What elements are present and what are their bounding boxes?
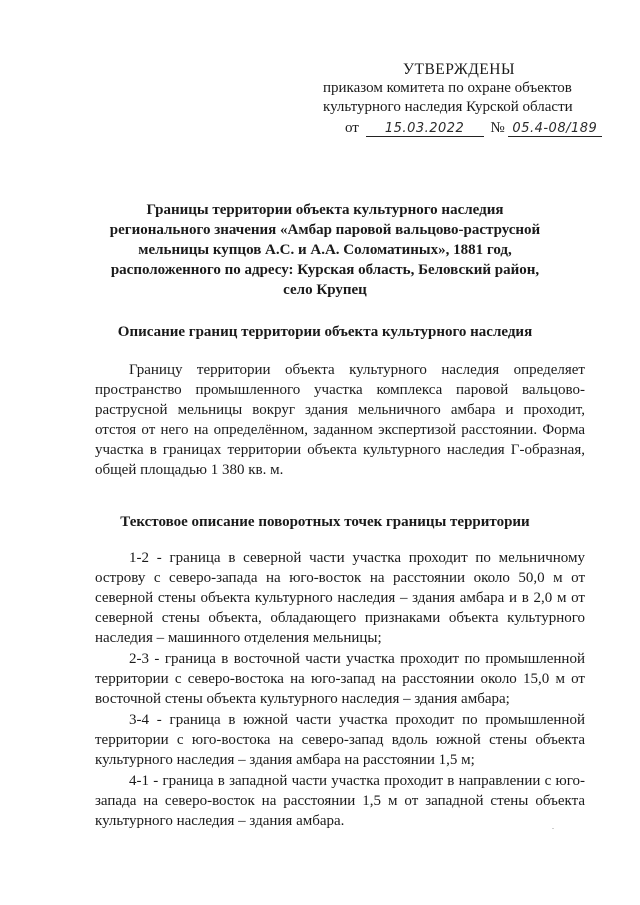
turning-point-item: 2-3 - граница в восточной части участка проходит по промышленной территории с северо-востока на юго-запад на расстоянии около 15,0 м от восточной стены объекта культурного наследия – здания амбара; — [95, 651, 585, 707]
document-title: Границы территории объекта культурного наследия регионального значения «Амбар паровой вальцово-раструсной мельницы купцов А.С. и А.А. Соломатиных», 1881 год, расположенного по адресу: Курская область, Беловский район, село Крупец — [109, 202, 541, 298]
approval-signature-line — [323, 119, 603, 138]
from-label: от — [345, 120, 359, 136]
section-heading-turning-points: Текстовое описание поворотных точек границы территории — [120, 514, 530, 530]
turning-points-list — [95, 548, 585, 832]
number-label: № — [490, 120, 505, 136]
approval-line-1: приказом комитета по охране объектов — [323, 80, 572, 96]
section-text-boundaries: Границу территории объекта культурного наследия определяет пространство промышленного участка комплекса паровой вальцово-раструсной мельницы вокруг здания мельничного амбара и проходит, отстоя от него на определённом, заданном экспертизой расстоянии. Форма участка в границах территории объекта культурного наследия Г-образная, общей площадью 1 380 кв. м. — [95, 362, 585, 478]
approval-title: УТВЕРЖДЕНЫ — [403, 61, 515, 78]
approval-block — [323, 60, 603, 138]
turning-point-item: 3-4 - граница в южной части участка проходит по промышленной территории с юго-востока на северо-запад вдоль южной стены объекта культурного наследия – здания амбара на расстоянии 1,5 м; — [95, 712, 585, 768]
section-heading-boundaries: Описание границ территории объекта культурного наследия — [117, 324, 533, 340]
approval-line-2: культурного наследия Курской области — [323, 99, 573, 115]
scan-speck — [552, 828, 554, 829]
approval-date: 15.03.2022 — [366, 121, 484, 137]
turning-point-item: 1-2 - граница в северной части участка проходит по мельничному острову с северо-запада на юго-восток на расстоянии около 50,0 м от северной стены объекта культурного наследия – здания амбара и в 2,0 м от северной стены объекта, обладающего признаками объекта культурного наследия – машинного отделения мельницы; — [95, 550, 585, 646]
approval-number: 05.4-08/189 — [508, 121, 602, 137]
turning-point-item: 4-1 - граница в западной части участка проходит в направлении с юго-запада на северо-восток на расстоянии 1,5 м от западной стены объекта культурного наследия – здания амбара. — [95, 773, 585, 829]
